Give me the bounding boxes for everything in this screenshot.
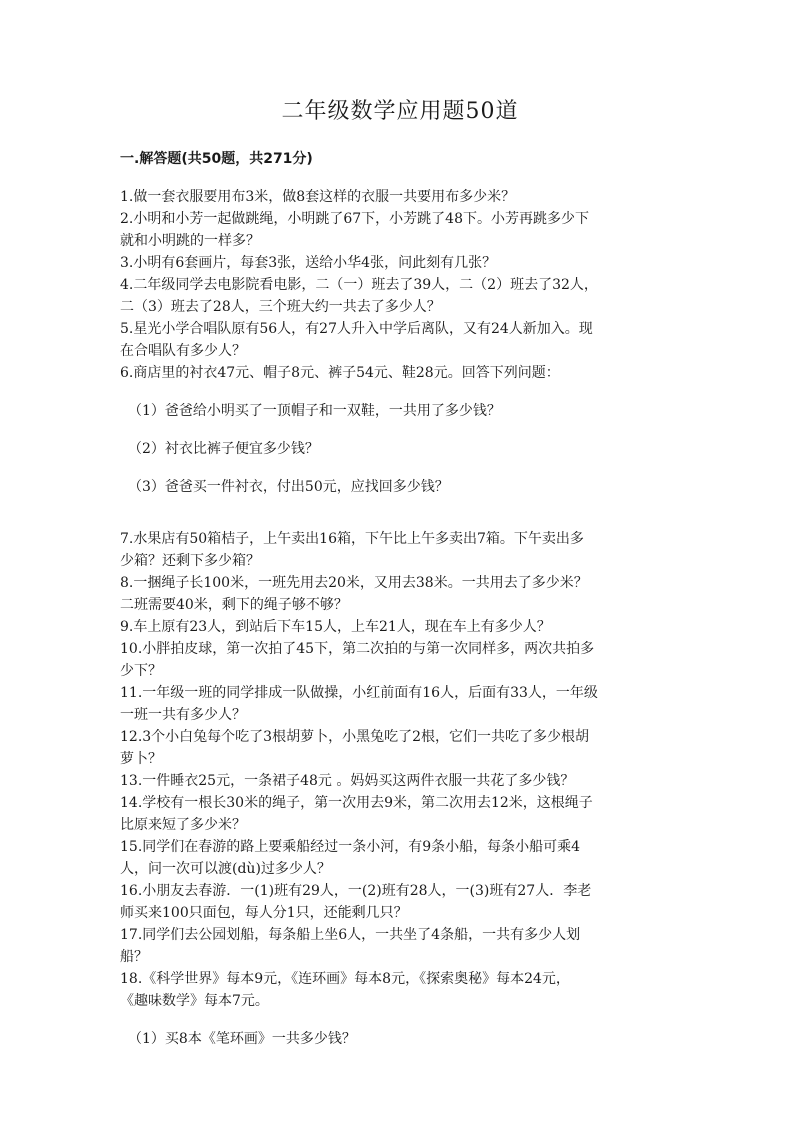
- question-17-line-2: 船？: [120, 949, 148, 965]
- question-16-line-2: 师买来100只面包，每人分1只，还能剩几只？: [120, 905, 408, 921]
- question-10-line-2: 少下？: [120, 663, 162, 679]
- page-title: 二年级数学应用题50道: [281, 99, 519, 124]
- question-17-line-1: 17.同学们去公园划船，每条船上坐6人，一共坐了4条船，一共有多少人划: [120, 927, 581, 943]
- question-14-line-1: 14.学校有一根长30米的绳子，第一次用去9米，第二次用去12米，这根绳子: [120, 795, 593, 811]
- question-5-line-1: 5.星光小学合唱队原有56人，有27人升入中学后离队，又有24人新加入。现: [120, 321, 593, 337]
- question-8-line-2: 二班需要40米，剩下的绳子够不够？: [120, 597, 348, 613]
- question-6: 6.商店里的衬衣47元、帽子8元、裤子54元、鞋28元。回答下列问题：: [120, 365, 560, 381]
- question-18-line-1: 18.《科学世界》每本9元，《连环画》每本8元，《探索奥秘》每本24元，: [120, 971, 570, 987]
- question-10-line-1: 10.小胖拍皮球，第一次拍了45下，第二次拍的与第一次同样多，两次共拍多: [120, 641, 595, 657]
- question-12-line-1: 12.3个小白兔每个吃了3根胡萝卜，小黑兔吃了2根，它们一共吃了多少根胡: [120, 729, 589, 745]
- question-13: 13.一件睡衣25元，一条裙子48元 。妈妈买这两件衣服一共花了多少钱？: [120, 773, 575, 789]
- question-11-line-2: 一班一共有多少人？: [120, 707, 246, 723]
- question-7-line-2: 少箱？还剩下多少箱？: [120, 553, 260, 569]
- question-4-line-1: 4.二年级同学去电影院看电影，二（一）班去了39人，二（2）班去了32人，: [120, 277, 598, 293]
- question-18-line-2: 《趣味数学》每本7元。: [120, 993, 269, 1009]
- question-16-line-1: 16.小朋友去春游．一(1)班有29人，一(2)班有28人，一(3)班有27人．李老: [120, 883, 592, 899]
- question-4-line-2: 二（3）班去了28人，三个班大约一共去了多少人？: [120, 299, 441, 315]
- question-5-line-2: 在合唱队有多少人？: [120, 343, 246, 359]
- section-heading: 一.解答题(共50题，共271分): [120, 151, 313, 167]
- question-12-line-2: 萝卜？: [120, 751, 162, 767]
- question-6-sub-2: （2）衬衣比裤子便宜多少钱？: [128, 441, 319, 457]
- question-7-line-1: 7.水果店有50箱桔子，上午卖出16箱，下午比上午多卖出7箱。下午卖出多: [120, 531, 584, 547]
- question-list: [120, 186, 680, 1050]
- question-2-line-2: 就和小明跳的一样多？: [120, 233, 260, 249]
- question-3: 3.小明有6套画片，每套3张，送给小华4张，问此刻有几张？: [120, 255, 497, 271]
- question-6-sub-1: （1）爸爸给小明买了一顶帽子和一双鞋，一共用了多少钱？: [128, 403, 501, 419]
- question-1: 1.做一套衣服要用布3米，做8套这样的衣服一共要用布多少米？: [120, 189, 516, 205]
- question-18-sub-1: （1）买8本《笔环画》一共多少钱？: [128, 1031, 356, 1047]
- question-15-line-2: 人，问一次可以渡(dù)过多少人？: [120, 861, 331, 877]
- question-9: 9.车上原有23人，到站后下车15人，上车21人，现在车上有多少人？: [120, 619, 551, 635]
- question-8-line-1: 8.一捆绳子长100米，一班先用去20米，又用去38米。一共用去了多少米？: [120, 575, 588, 591]
- question-11-line-1: 11.一年级一班的同学排成一队做操，小红前面有16人，后面有33人，一年级: [120, 685, 598, 701]
- question-15-line-1: 15.同学们在春游的路上要乘船经过一条小河，有9条小船，每条小船可乘4: [120, 839, 581, 855]
- question-14-line-2: 比原来短了多少米？: [120, 817, 246, 833]
- question-2-line-1: 2.小明和小芳一起做跳绳，小明跳了67下，小芳跳了48下。小芳再跳多少下: [120, 211, 589, 227]
- question-6-sub-3: （3）爸爸买一件衬衣，付出50元，应找回多少钱？: [128, 479, 449, 495]
